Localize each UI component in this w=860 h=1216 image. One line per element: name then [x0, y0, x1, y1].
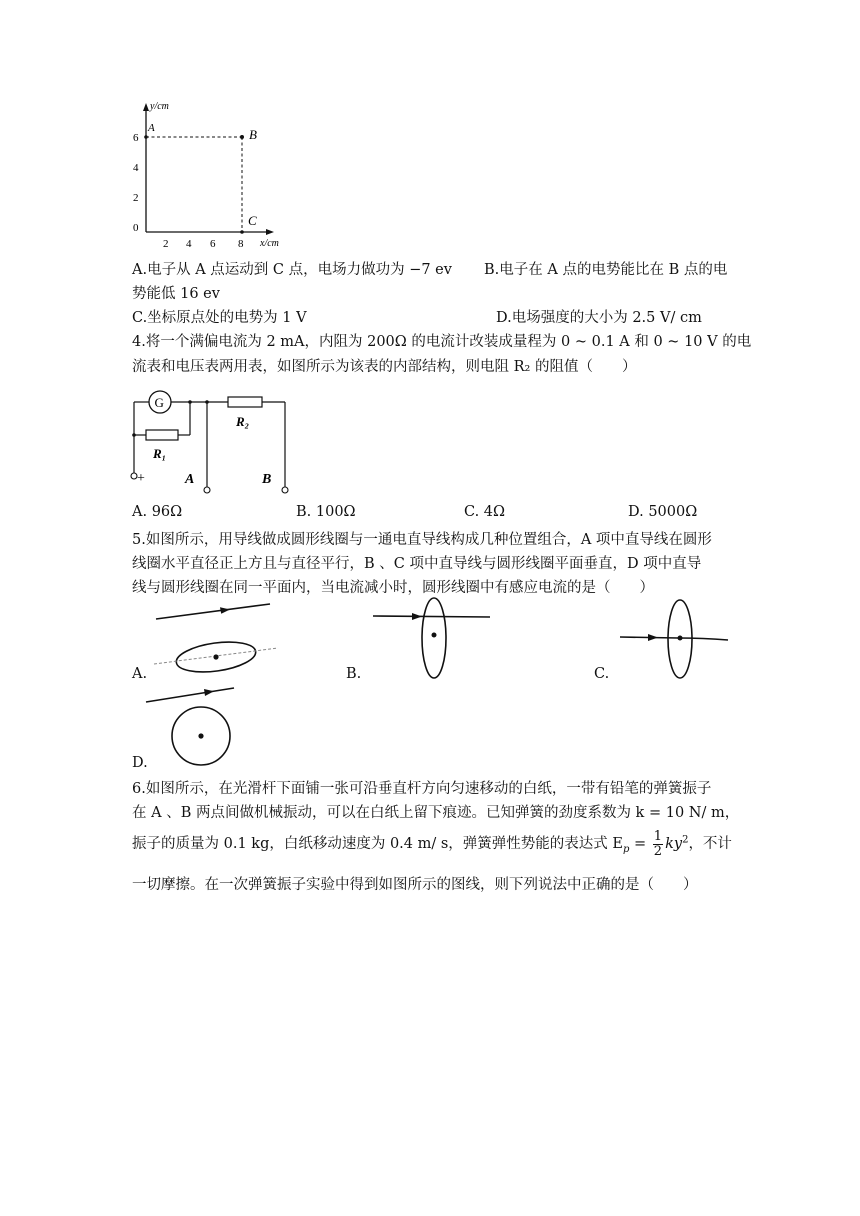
- y-tick-0: 0: [133, 222, 139, 234]
- q5-label-b: B.: [346, 666, 362, 682]
- q5-label-d: D.: [132, 755, 148, 771]
- plus-label: +: [137, 471, 145, 486]
- q5-stem-line1: 5.如图所示，用导线做成圆形线圈与一通电直导线构成几种位置组合，A 项中直导线在圆形: [132, 532, 712, 548]
- q4-option-d: D. 5000Ω: [628, 504, 698, 520]
- q4-option-c: C. 4Ω: [464, 504, 506, 520]
- equals-sign: =: [629, 836, 651, 853]
- y-tick-4: 4: [133, 162, 139, 174]
- terminal-a: [204, 487, 210, 493]
- x-tick-8: 8: [238, 238, 244, 250]
- r2-label: R₂: [236, 414, 250, 429]
- current-arrow: [648, 634, 658, 641]
- q5-label-c: C.: [594, 666, 610, 682]
- terminal-a-label: A: [185, 472, 195, 487]
- resistor-r1: [146, 430, 178, 440]
- straight-wire: [620, 637, 728, 640]
- q6-stem-line2: 在 A 、B 两点间做机械振动，可以在白纸上留下痕迹。已知弹簧的劲度系数为 k = 10 N/ m，: [132, 805, 740, 821]
- q3-option-b-line1: B.电子在 A 点的电势能比在 B 点的电: [484, 262, 728, 278]
- coil-center: [213, 654, 218, 659]
- q3-option-a: A.电子从 A 点运动到 C 点，电场力做功为 −7 ev: [132, 262, 452, 278]
- point-a: [144, 135, 148, 139]
- point-c: [240, 230, 244, 234]
- q6-stem-line4: 一切摩擦。在一次弹簧振子实验中得到如图所示的图线，则下列说法中正确的是（ ）: [132, 877, 698, 893]
- straight-wire: [156, 604, 270, 619]
- q4-option-a: A. 96Ω: [132, 504, 183, 520]
- galvanometer-label: G: [154, 395, 164, 410]
- q4-stem-line1: 4.将一个满偏电流为 2 mA，内阻为 200Ω 的电流计改装成量程为 0 ~ 0.1 A 和 0 ~ 10 V 的电: [132, 334, 752, 350]
- point-b: [240, 135, 244, 139]
- x-tick-6: 6: [210, 238, 216, 250]
- y-tick-2: 2: [133, 192, 139, 204]
- q5-stem-line2: 线圈水平直径正上方且与直径平行，B 、C 项中直导线与圆形线圈平面垂直，D 项中直导: [132, 556, 702, 572]
- x-tick-2: 2: [163, 238, 169, 250]
- q6-stem-line3-part1: 振子的质量为 0.1 kg，白纸移动速度为 0.4 m/ s，弹簧弹性势能的表达式 E: [132, 836, 624, 853]
- q6-stem-line3: [132, 830, 732, 858]
- q5-label-a: A.: [132, 666, 148, 682]
- label-a: A: [148, 122, 155, 134]
- q5-figure-a: [150, 598, 280, 680]
- q4-option-b: B. 100Ω: [296, 504, 356, 520]
- q3-coordinate-graph: [128, 100, 288, 260]
- current-arrow: [412, 613, 422, 620]
- ep-subscript: p: [623, 844, 630, 856]
- current-arrow: [204, 689, 214, 696]
- q5-stem-line3: 线与圆形线圈在同一平面内，当电流减小时，圆形线圈中有感应电流的是（ ）: [132, 580, 654, 596]
- straight-wire: [146, 688, 234, 702]
- y-axis-arrow: [143, 103, 149, 111]
- label-b: B: [249, 127, 257, 142]
- x-axis-label: x/cm: [260, 238, 279, 249]
- terminal-b: [282, 487, 288, 493]
- fraction-one-half: [653, 830, 663, 858]
- x-axis-arrow: [266, 229, 274, 235]
- coil-center: [678, 636, 683, 641]
- q3-option-d: D.电场强度的大小为 2.5 V/ cm: [496, 310, 702, 326]
- ky-term: ky: [665, 836, 683, 853]
- y-axis-label: y/cm: [150, 101, 169, 112]
- fraction-denominator: 2: [653, 843, 663, 859]
- label-c: C: [248, 213, 257, 228]
- q5-figure-d: [140, 684, 250, 770]
- q3-option-c: C.坐标原点处的电势为 1 V: [132, 310, 307, 326]
- square-superscript: 2: [682, 834, 689, 846]
- q6-stem-line3-part2: ，不计: [688, 836, 732, 853]
- coil-center: [432, 633, 437, 638]
- resistor-r2: [228, 397, 262, 407]
- circular-coil: [422, 598, 446, 678]
- q4-stem-line2: 流表和电压表两用表，如图所示为该表的内部结构，则电阻 R₂ 的阻值（ ）: [132, 359, 637, 375]
- coil-center: [198, 733, 203, 738]
- straight-wire: [373, 616, 490, 617]
- fraction-numerator: 1: [653, 829, 663, 844]
- y-tick-6: 6: [133, 132, 139, 144]
- q5-figure-b: [370, 595, 494, 681]
- terminal-b-label: B: [262, 472, 272, 487]
- q4-circuit-diagram: [126, 385, 306, 495]
- q3-option-b-line2: 势能低 16 ev: [132, 286, 220, 302]
- x-tick-4: 4: [186, 238, 192, 250]
- q5-figure-c: [618, 597, 732, 681]
- current-arrow: [220, 607, 230, 614]
- r1-label: R₁: [153, 446, 167, 461]
- q6-stem-line1: 6.如图所示，在光滑杆下面铺一张可沿垂直杆方向匀速移动的白纸，一带有铅笔的弹簧振子: [132, 781, 712, 797]
